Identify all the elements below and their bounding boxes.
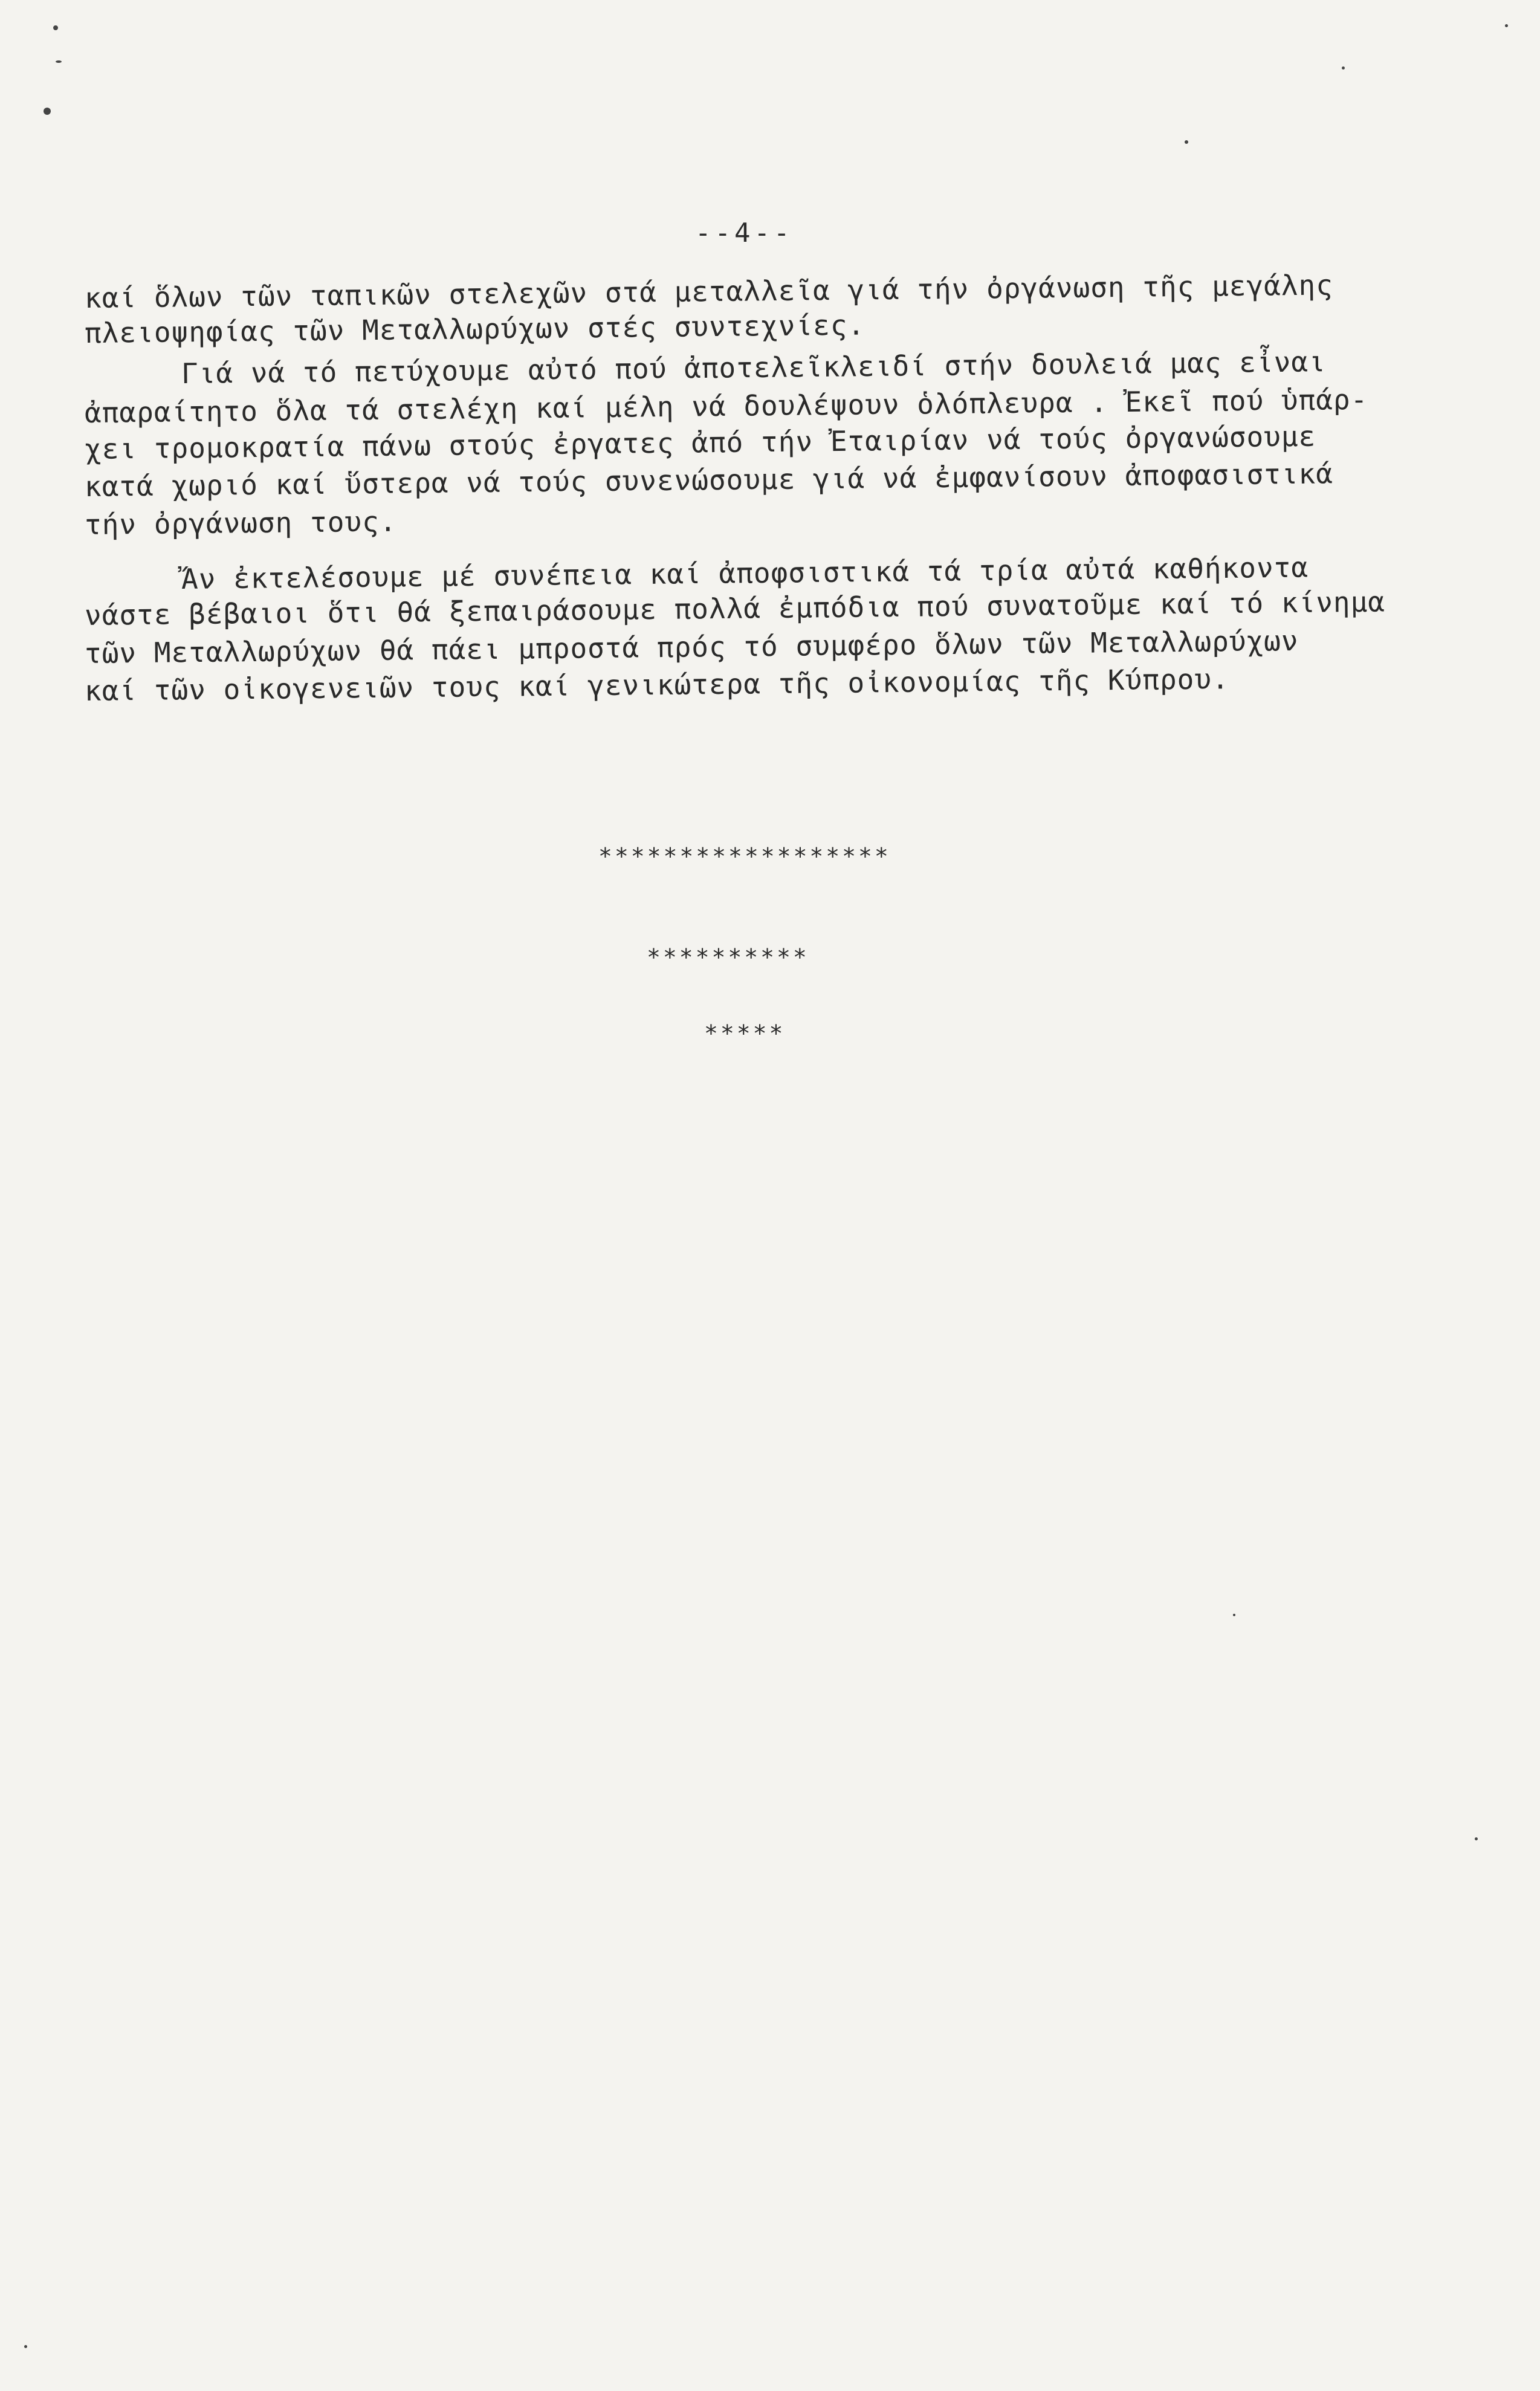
text-line: χει τρομοκρατία πάνω στούς ἐργατες ἀπό τήν Ἐταιρίαν νά τούς ὀργανώσουμε <box>84 419 1316 465</box>
scan-speck <box>56 60 62 63</box>
separator-stars: ***** <box>704 1020 786 1047</box>
text-line: νάστε βέβαιοι ὅτι θά ξεπαιράσουμε πολλά ἐμπόδια πού συνατοῦμε καί τό κίνημα <box>84 585 1386 632</box>
text-line: τήν ὀργάνωση τους. <box>84 505 397 541</box>
scan-speck <box>1505 24 1508 27</box>
separator-stars: ****************** <box>598 843 891 870</box>
text-line: Γιά νά τό πετύχουμε αὐτό πού ἀποτελεῖκλειδί στήν δουλειά μας εἶναι <box>181 345 1327 390</box>
text-line: καί τῶν οἰκογενειῶν τους καί γενικώτερα τῆς οἰκονομίας τῆς Κύπρου. <box>84 662 1230 707</box>
scan-speck <box>24 2345 27 2348</box>
text-line: τῶν Μεταλλωρύχων θά πάει μπροστά πρός τό συμφέρο ὅλων τῶν Μεταλλωρύχων <box>84 624 1299 670</box>
page-number: --4-- <box>695 218 794 248</box>
scan-speck <box>1342 66 1345 70</box>
scan-speck <box>1233 1614 1235 1616</box>
scan-speck <box>53 25 58 30</box>
text-line: Ἄν ἐκτελέσουμε μέ συνέπεια καί ἀποφσιστικά τά τρία αὐτά καθήκοντα <box>181 551 1309 595</box>
scan-speck <box>1185 140 1188 144</box>
text-line: καί ὅλων τῶν ταπικῶν στελεχῶν στά μεταλλεῖα γιά τήν ὀργάνωση τῆς μεγάλης <box>84 268 1334 314</box>
text-line: ἀπαραίτητο ὅλα τά στελέχη καί μέλη νά δουλέψουν ὁλόπλευρα . Ἐκεῖ πού ὑπάρ- <box>84 383 1368 429</box>
scan-speck <box>44 108 51 115</box>
scan-speck <box>1475 1837 1478 1840</box>
separator-stars: ********** <box>647 944 809 971</box>
text-line: κατά χωριό καί ὕστερα νά τούς συνενώσουμε γιά νά ἐμφανίσουν ἀποφασιστικά <box>84 457 1334 503</box>
text-line: πλειοψηφίας τῶν Μεταλλωρύχων στές συντεχνίες. <box>84 308 865 349</box>
